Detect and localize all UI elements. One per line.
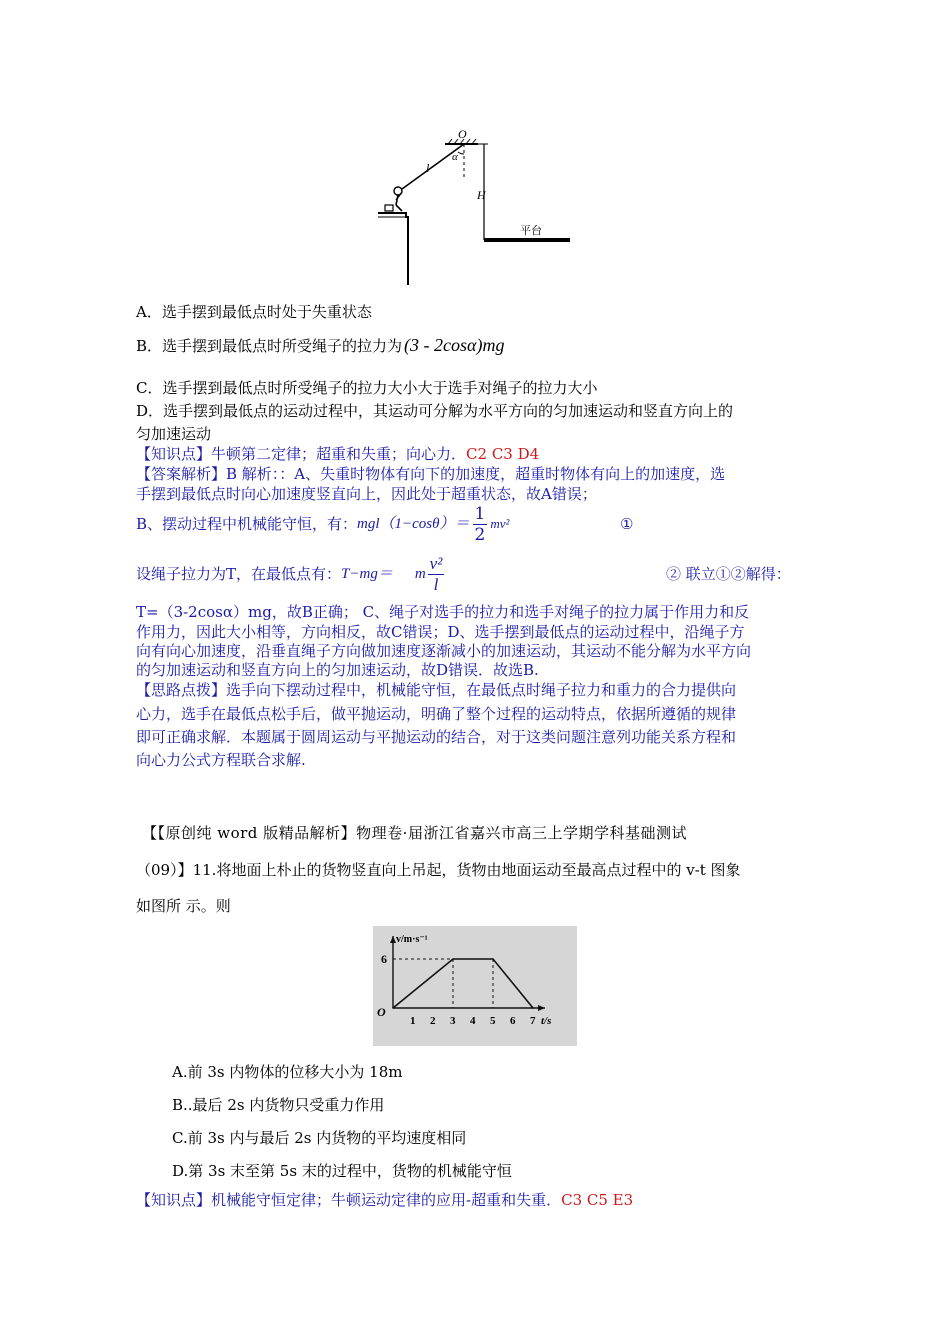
q10-option-b-formula: (3 - 2cosα)mg xyxy=(404,335,505,355)
q10-solution-line2: 作用力，因此大小相等，方向相反，故C错误；D、选手摆到最低点的运动过程中，沿绳子方 xyxy=(136,623,745,641)
x-tick-label-5: 5 xyxy=(490,1015,496,1027)
q11-option-d: D.第 3s 末至第 5s 末的过程中，货物的机械能守恒 xyxy=(172,1162,512,1180)
q10-option-a: A．选手摆到最低点时处于失重状态 xyxy=(136,303,372,321)
q10-eq-t-frac xyxy=(428,554,445,595)
q10-eq-b-lhs: mgl（1−cosθ）＝ xyxy=(357,516,470,532)
pendulum-diagram xyxy=(370,125,580,290)
q10-solution-line1: T=（3-2cosα）mg，故B正确； C、绳子对选手的拉力和选手对绳子的拉力属于作用力和反 xyxy=(136,603,750,621)
x-tick-label-2: 2 xyxy=(430,1015,436,1027)
q10-option-b-text: B．选手摆到最低点时所受绳子的拉力为 xyxy=(136,337,403,355)
q10-answer-line2: 手摆到最低点时向心加速度竖直向上，因此处于超重状态，故A错误； xyxy=(136,485,597,503)
q10-eq-b-prefix: B、摆动过程中机械能守恒，有： xyxy=(136,515,358,533)
q10-eq-b-den: 2 xyxy=(474,524,486,545)
y-tick-label-6: 6 xyxy=(381,952,387,966)
q10-answer-tag: 【答案解析】 xyxy=(136,465,227,483)
label-l: l xyxy=(426,161,430,175)
q11-option-a: A.前 3s 内物体的位移大小为 18m xyxy=(172,1063,403,1081)
q10-tip-line4: 向心力公式方程联合求解. xyxy=(136,751,306,769)
q10-tip-text: 选手向下摆动过程中，机械能守恒，在最低点时绳子拉力和重力的合力提供向 xyxy=(226,681,737,699)
q10-eq-t-num: v² xyxy=(429,553,443,573)
q10-knowledge-text: 牛顿第二定律；超重和失重；向心力． xyxy=(211,445,467,463)
q10-eq-b-mark: ① xyxy=(620,515,634,533)
q10-option-b xyxy=(136,335,504,356)
q10-eq-t-m: m xyxy=(414,566,426,582)
q11-knowledge-codes: C3 C5 E3 xyxy=(561,1191,634,1209)
q10-knowledge-codes: C2 C3 D4 xyxy=(466,445,540,463)
x-axis-label: t/s xyxy=(541,1015,552,1027)
q10-eq-b-frac xyxy=(473,504,488,545)
q10-option-c: C．选手摆到最低点时所受绳子的拉力大小大于选手对绳子的拉力大小 xyxy=(136,379,598,397)
q11-header-line1: 【【原创纯 word 版精品解析】物理卷·届浙江省嘉兴市高三上学期学科基础测试 xyxy=(142,824,687,842)
q10-knowledge-tag: 【知识点】 xyxy=(136,445,212,463)
q10-solution-line4: 的匀加速运动和竖直方向上的匀加速运动，故D错误．故选B. xyxy=(136,661,539,679)
q10-answer-line1 xyxy=(136,464,725,484)
x-tick-label-6: 6 xyxy=(510,1015,516,1027)
q11-knowledge-tag: 【知识点】 xyxy=(136,1191,212,1209)
q10-option-d-line1: D．选手摆到最低点的运动过程中，其运动可分解为水平方向的匀加速运动和竖直方向上的 xyxy=(136,402,734,420)
q11-knowledge xyxy=(136,1190,633,1210)
q10-tip-line2: 心力，选手在最低点松手后，做平抛运动，明确了整个过程的运动特点，依据所遵循的规律 xyxy=(136,705,737,723)
origin-label: O xyxy=(377,1005,386,1019)
q10-eq-t xyxy=(136,552,444,596)
label-H: H xyxy=(477,188,486,202)
q10-option-d-line2: 匀加速运动 xyxy=(136,425,212,443)
q11-option-b: B..最后 2s 内货物只受重力作用 xyxy=(172,1096,385,1114)
q11-option-c: C.前 3s 内与最后 2s 内货物的平均速度相同 xyxy=(172,1129,467,1147)
label-O: O xyxy=(458,127,467,141)
q10-solution-line3: 向有向心加速度，沿垂直绳子方向做加速度逐渐减小的加速运动，其运动不能分解为水平方向 xyxy=(136,642,752,660)
q10-answer-text: B 解析：：A、失重时物体有向下的加速度，超重时物体有向上的加速度，选 xyxy=(226,465,726,483)
q10-eq-t-lhs: T−mg＝ xyxy=(341,566,393,582)
q10-eq-t-prefix: 设绳子拉力为T，在最低点有： xyxy=(136,565,342,583)
label-alpha: α xyxy=(452,151,458,163)
q10-tip-tag: 【思路点拨】 xyxy=(136,681,227,699)
q11-header-line3: 如图所 示。则 xyxy=(136,897,231,915)
x-tick-label-3: 3 xyxy=(450,1015,456,1027)
q10-eq-b xyxy=(136,502,509,546)
x-tick-label-7: 7 xyxy=(530,1015,536,1027)
q10-tip-line1 xyxy=(136,680,736,700)
data-point-1 xyxy=(452,958,454,960)
x-tick-label-1: 1 xyxy=(410,1015,416,1027)
data-point-0 xyxy=(392,1007,394,1009)
vt-chart xyxy=(373,926,577,1046)
q10-eq-b-rhs: mv² xyxy=(490,516,510,531)
data-point-3 xyxy=(532,1007,534,1009)
q10-eq-t-suffix: ② 联立①②解得： xyxy=(666,565,791,583)
q10-knowledge xyxy=(136,444,539,464)
y-axis-label: v/m·s⁻¹ xyxy=(396,934,428,945)
q10-eq-b-num: 1 xyxy=(474,503,486,524)
q11-knowledge-text: 机械能守恒定律；牛顿运动定律的应用-超重和失重． xyxy=(211,1191,562,1209)
q10-tip-line3: 即可正确求解．本题属于圆周运动与平抛运动的结合，对于这类问题注意列功能关系方程和 xyxy=(136,728,737,746)
data-point-2 xyxy=(492,958,494,960)
q10-eq-t-den: l xyxy=(433,574,439,594)
x-tick-label-4: 4 xyxy=(470,1015,476,1027)
q11-header-line2: （09）】11.将地面上朴止的货物竖直向上吊起，货物由地面运动至最高点过程中的 v-t 图象 xyxy=(136,861,741,879)
label-platform: 平台 xyxy=(520,224,542,237)
